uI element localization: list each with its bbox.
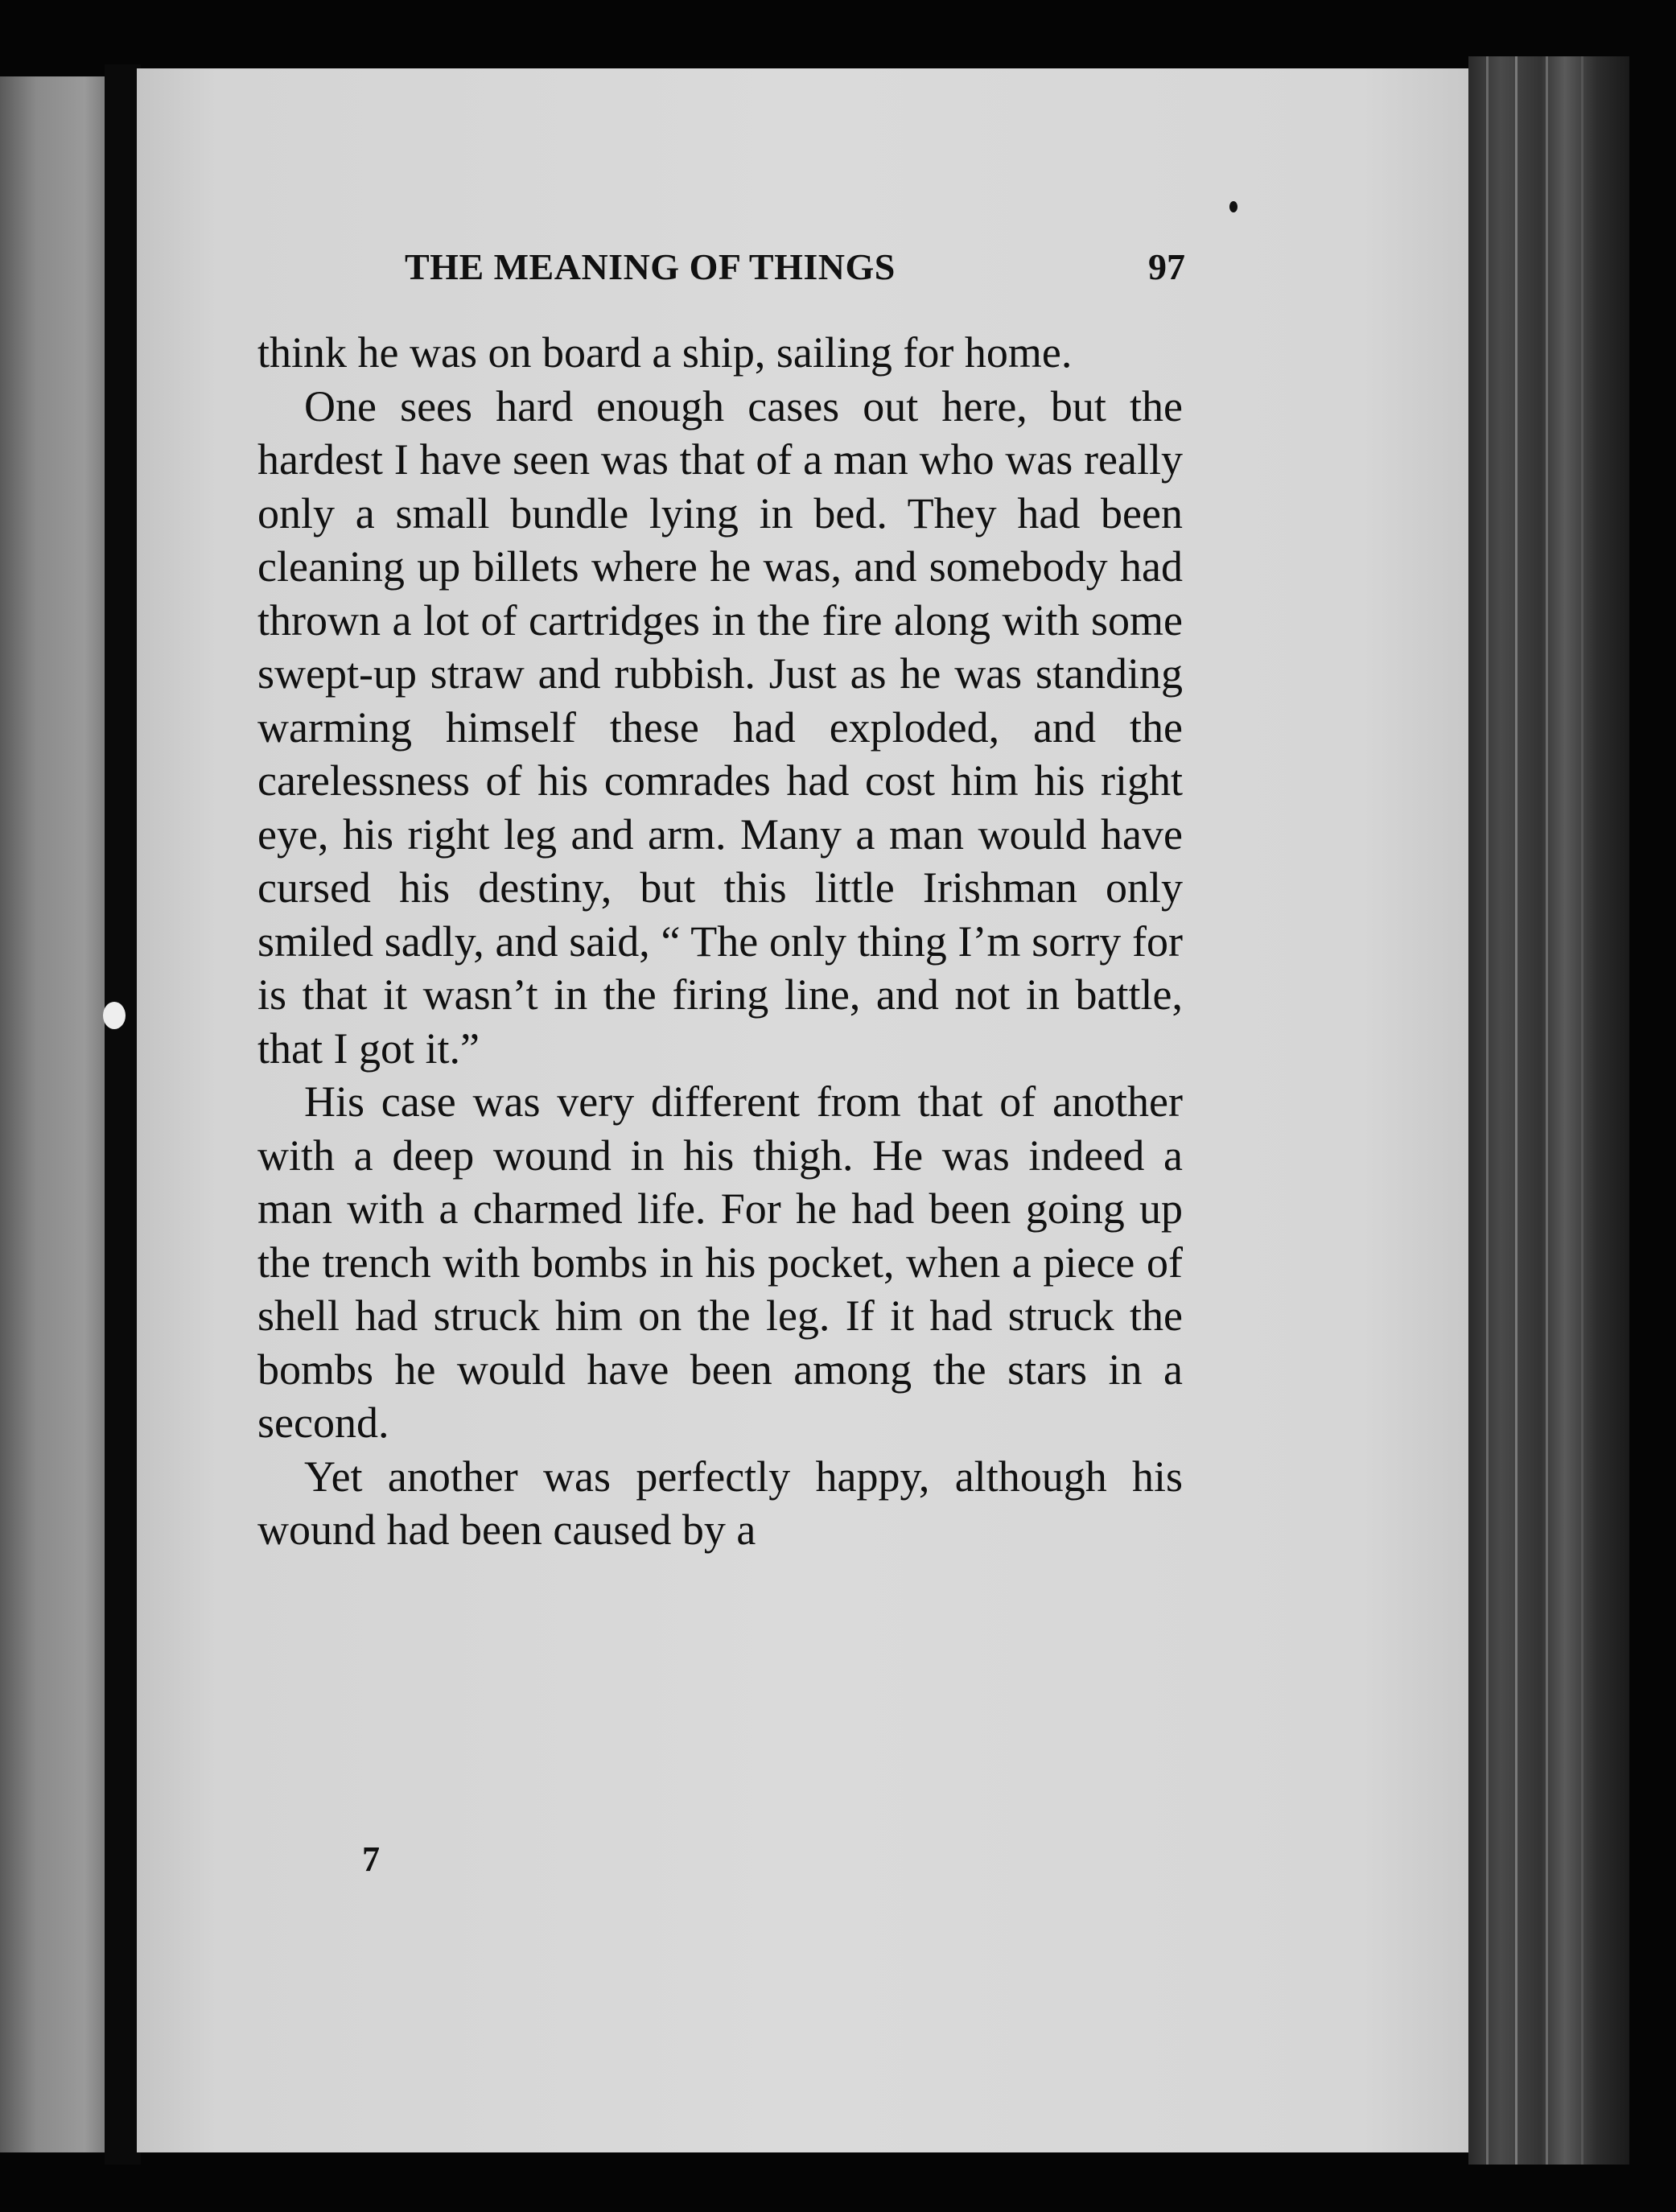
book-gutter: [105, 64, 141, 2165]
paragraph: think he was on board a ship, sailing for home.: [257, 328, 1073, 377]
page-edge-line: [1515, 56, 1517, 2165]
body-text: [257, 326, 1183, 1557]
running-head: [405, 245, 1185, 294]
paragraph: His case was very different from that of another with a deep wound in his thigh. He was indeed a man with a charmed life. For he had been going up the trench with bombs in his pocket, when a piece of shell had struck him on the leg. If it had struck the bombs he would have been among the stars in a second.: [257, 1077, 1183, 1447]
signature-mark: 7: [362, 1839, 380, 1879]
running-head-title: THE MEANING OF THINGS: [405, 246, 896, 287]
paragraph: Yet another was perfectly happy, although his wound had been caused by a: [257, 1452, 1183, 1554]
page-edge-line: [1581, 56, 1583, 2165]
page-edge-line: [1546, 56, 1548, 2165]
page-number: 97: [1148, 246, 1185, 287]
facing-page-edge: [0, 76, 121, 2152]
scan-speck: [103, 1002, 126, 1029]
scan-speck: [1229, 201, 1237, 212]
page-edges: [1468, 56, 1629, 2165]
page-edge-line: [1486, 56, 1489, 2165]
paragraph: One sees hard enough cases out here, but the hardest I have seen was that of a man who was really only a small bundle lying in bed. They had been cleaning up billets where he was, and somebody had thrown a lot of cartridges in the fire along with some swept-up straw and rubbish. Just as he was standing warming himself these had exploded, and the carelessness of his comrades had cost him his right eye, his right leg and arm. Many a man would have cursed his destiny, but this little Irishman only smiled sadly, and said, “ The only thing I’m sorry for is that it wasn’t in the firing line, and not in battle, that I got it.”: [257, 381, 1183, 1073]
